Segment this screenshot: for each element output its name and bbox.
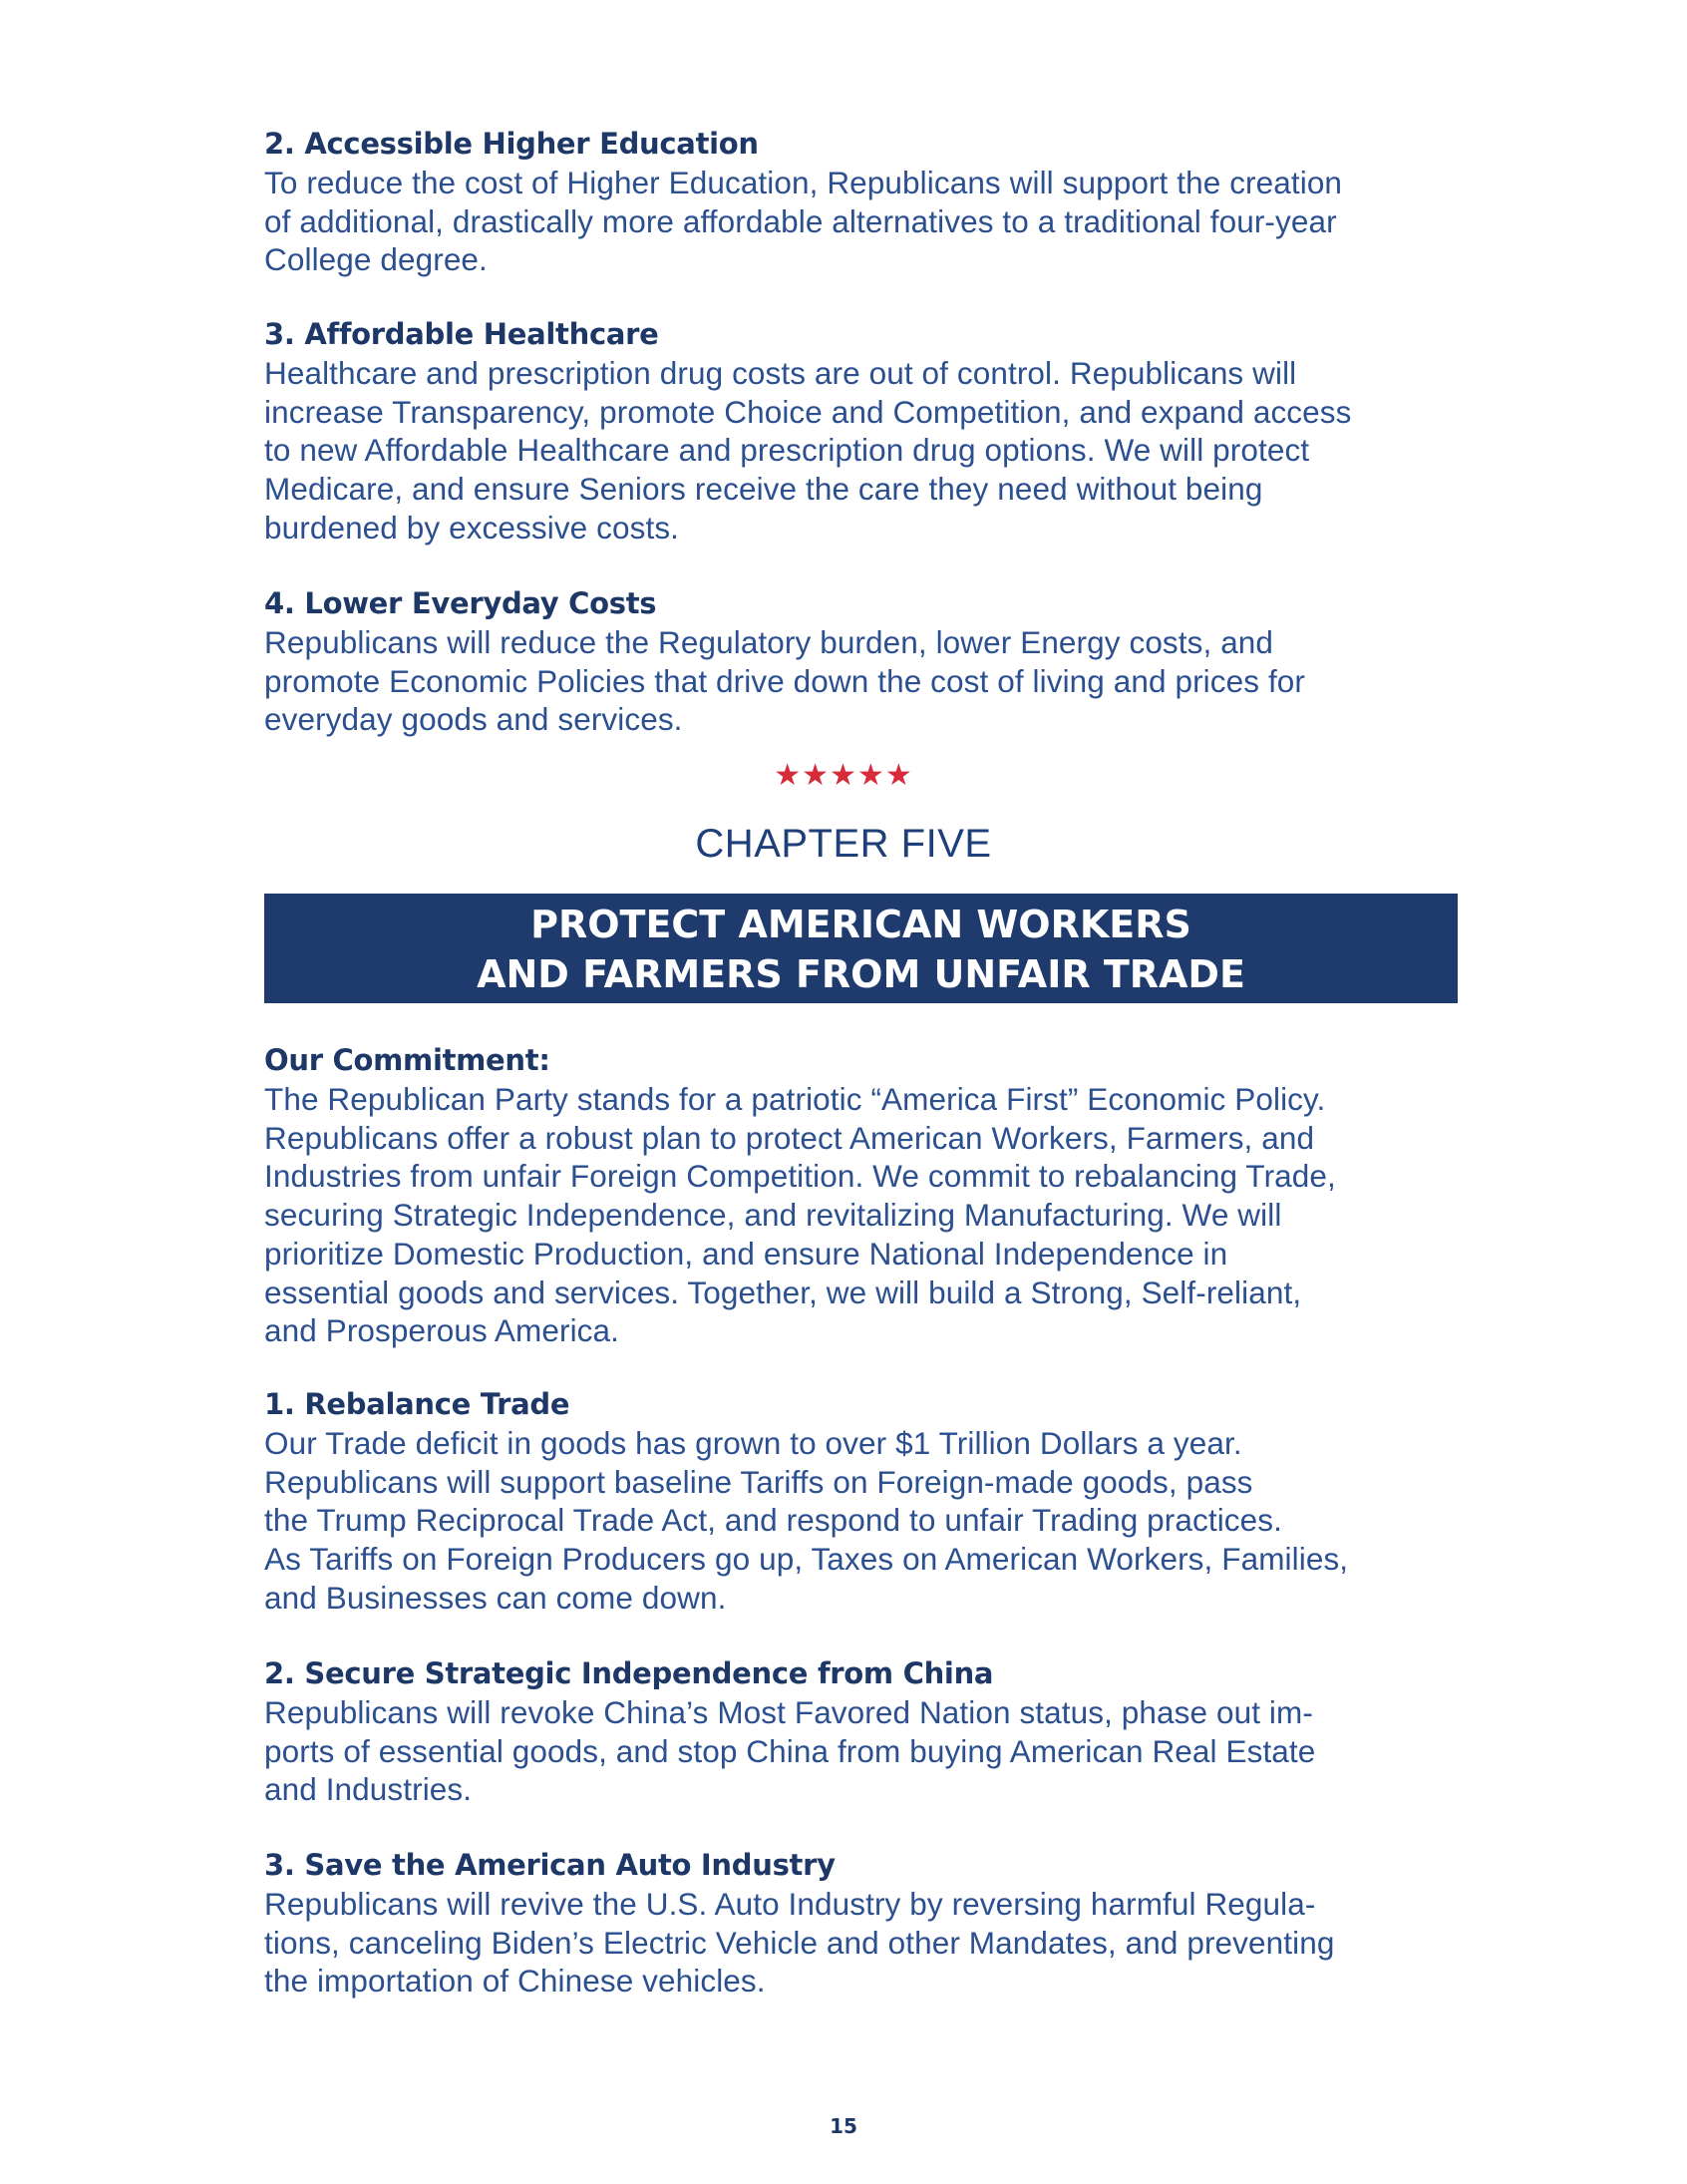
section-accessible-higher-education [264,124,1461,279]
body-line: tions, canceling Biden’s Electric Vehicle and other Mandates, and preventing [264,1924,1335,1961]
section-body [264,1424,1461,1618]
chapter-title-banner [264,894,1458,1003]
section-body [264,354,1461,547]
body-line: As Tariffs on Foreign Producers go up, Taxes on American Workers, Families, [264,1541,1349,1578]
body-line: to new Affordable Healthcare and prescription drug options. We will protect [264,432,1310,469]
stars-divider-icon: ★★★★★ [774,758,913,793]
body-line: prioritize Domestic Production, and ensure National Independence in [264,1235,1228,1272]
body-line: Our Trade deficit in goods has grown to over $1 Trillion Dollars a year. [264,1425,1242,1461]
section-heading: 2. Secure Strategic Independence from China [264,1656,994,1690]
section-heading: 1. Rebalance Trade [264,1387,570,1421]
section-heading: 4. Lower Everyday Costs [264,586,657,620]
body-line: and Prosperous America. [264,1312,619,1349]
body-line: Healthcare and prescription drug costs are out of control. Republicans will [264,355,1297,391]
section-american-auto-industry [264,1845,1461,2001]
section-heading: 2. Accessible Higher Education [264,127,759,161]
body-line: Republicans will revive the U.S. Auto Industry by reversing harmful Regula- [264,1886,1316,1922]
section-body [264,164,1461,279]
body-line: securing Strategic Independence, and revitalizing Manufacturing. We will [264,1197,1282,1234]
body-line: burdened by excessive costs. [264,509,680,546]
section-body [264,1693,1461,1809]
chapter-title-line: PROTECT AMERICAN WORKERS [530,903,1191,946]
body-line: and Industries. [264,1771,473,1808]
body-line: promote Economic Policies that drive down the cost of living and prices for [264,662,1305,699]
body-line: essential goods and services. Together, we will build a Strong, Self-reliant, [264,1274,1302,1310]
section-affordable-healthcare [264,314,1461,547]
body-line: Republicans offer a robust plan to protect American Workers, Farmers, and [264,1119,1315,1156]
section-heading: Our Commitment: [264,1043,550,1077]
body-line: the importation of Chinese vehicles. [264,1963,766,2000]
section-rebalance-trade [264,1384,1461,1618]
body-line: the Trump Reciprocal Trade Act, and respond to unfair Trading practices. [264,1502,1282,1539]
section-our-commitment [264,1040,1461,1350]
body-line: Industries from unfair Foreign Competition. We commit to rebalancing Trade, [264,1158,1336,1195]
section-body [264,623,1461,739]
body-line: of additional, drastically more affordable alternatives to a traditional four-year [264,202,1337,239]
body-line: Republicans will reduce the Regulatory burden, lower Energy costs, and [264,624,1274,660]
body-line: ports of essential goods, and stop China from buying American Real Estate [264,1732,1316,1769]
section-lower-everyday-costs [264,583,1461,739]
body-line: everyday goods and services. [264,701,683,738]
body-line: College degree. [264,241,488,278]
body-line: Republicans will revoke China’s Most Favored Nation status, phase out im- [264,1694,1313,1730]
body-line: To reduce the cost of Higher Education, Republicans will support the creation [264,165,1343,200]
body-line: Medicare, and ensure Seniors receive the care they need without being [264,471,1263,508]
chapter-title-line: AND FARMERS FROM UNFAIR TRADE [477,952,1245,996]
page-number: 15 [830,2114,857,2138]
chapter-label: CHAPTER FIVE [695,822,992,866]
body-line: increase Transparency, promote Choice and Competition, and expand access [264,393,1352,430]
body-line: The Republican Party stands for a patriotic “America First” Economic Policy. [264,1081,1326,1117]
body-line: Republicans will support baseline Tariffs on Foreign-made goods, pass [264,1463,1253,1500]
section-body [264,1885,1461,2001]
section-body [264,1080,1461,1350]
section-heading: 3. Affordable Healthcare [264,317,659,351]
section-heading: 3. Save the American Auto Industry [264,1848,836,1882]
body-line: and Businesses can come down. [264,1579,727,1616]
section-strategic-independence-china [264,1653,1461,1809]
